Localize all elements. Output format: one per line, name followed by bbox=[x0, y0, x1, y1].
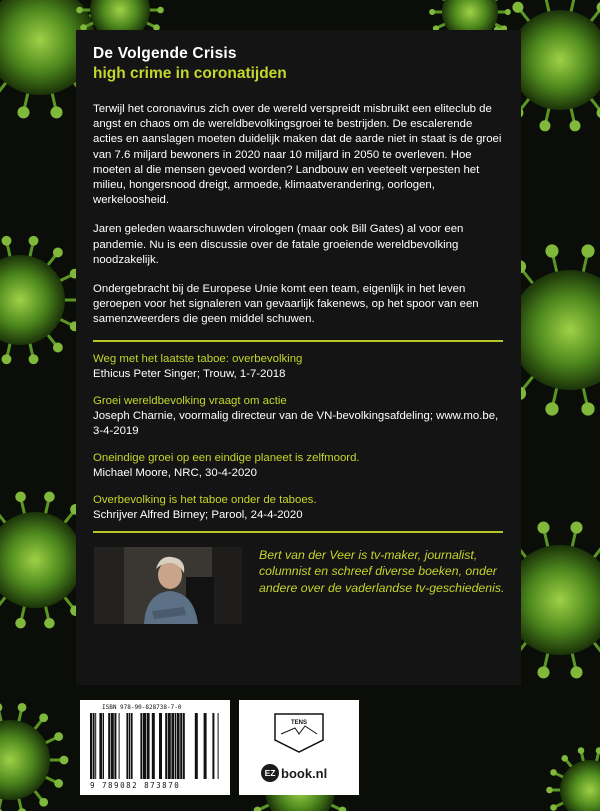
isbn-label: ISBN 978-90-828738-7-0 bbox=[102, 704, 182, 711]
quote-headline: Groei wereldbevolking vraagt om actie bbox=[93, 394, 287, 407]
isbn-barcode bbox=[80, 700, 230, 795]
blurb-paragraph: Terwijl het coronavirus zich over de wereld verspreidt misbruikt een eliteclub de angst en chaos om de wereldbevolkingsgroei te bestrijden. De escalerende acties en aanslagen moeten duidelijk maken dat de aarde niet in staat is de groei van 7.6 miljard bewoners in 2020 naar 10 miljard in 2050 te overleven. Hoe moeten al die mensen gevoed worden? Landbouw en veeteelt verpesten het milieu, hongersnood dreigt, armoede, klimaatverandering, oorlogen, werkeloosheid. bbox=[93, 103, 502, 207]
quote-headline: Overbevolking is het taboe onder de taboes. bbox=[93, 493, 317, 506]
author-photo bbox=[94, 547, 242, 624]
isbn-number: 9 789082 873870 bbox=[90, 781, 181, 790]
quote-headline: Weg met het laatste taboe: overbevolking bbox=[93, 352, 303, 365]
publisher-logo-area bbox=[239, 700, 359, 795]
quote-source: Joseph Charnie, voormalig directeur van de VN-bevolkingsafdeling; www.mo.be, 3-4-2019 bbox=[93, 409, 499, 437]
author-bio: Bert van der Veer is tv-maker, journalist, columnist en schreef diverse boeken, onder andere over de vaderlandse tv-geschiedenis. bbox=[259, 547, 505, 595]
quote-source: Schrijver Alfred Birney; Parool, 24-4-2020 bbox=[93, 508, 303, 521]
divider bbox=[93, 531, 503, 533]
divider bbox=[93, 340, 503, 342]
press-quote bbox=[93, 493, 503, 523]
ez-badge-icon: EZ bbox=[261, 764, 279, 782]
author-section bbox=[93, 547, 503, 627]
barcode-bars bbox=[88, 713, 222, 781]
ezbook-logo bbox=[261, 764, 327, 782]
press-quote bbox=[93, 451, 503, 481]
press-quote bbox=[93, 394, 503, 439]
svg-text:TENS: TENS bbox=[290, 720, 308, 726]
book-title: De Volgende Crisis bbox=[93, 45, 237, 62]
back-cover-panel bbox=[76, 30, 521, 685]
quote-source: Michael Moore, NRC, 30-4-2020 bbox=[93, 466, 257, 479]
quote-source: Ethicus Peter Singer; Trouw, 1-7-2018 bbox=[93, 367, 286, 380]
press-quote bbox=[93, 352, 503, 382]
book-subtitle: high crime in coronatijden bbox=[93, 65, 287, 82]
blurb-paragraph: Ondergebracht bij de Europese Unie komt een team, eigenlijk in het leven geroepen voor het signaleren van gevaarlijk fakenews, op het spoor van een samenzweerders die geen middel schuwen. bbox=[93, 283, 479, 326]
blurb-paragraph: Jaren geleden waarschuwden virologen (maar ook Bill Gates) al voor een pandemie. Nu is een discussie over de fatale groeiende wereldbevolking noodzakelijk. bbox=[93, 223, 464, 266]
quote-headline: Oneindige groei op een eindige planeet is zelfmoord. bbox=[93, 451, 360, 464]
publisher-name: book.nl bbox=[281, 765, 328, 781]
tens-logo-icon bbox=[271, 708, 327, 756]
